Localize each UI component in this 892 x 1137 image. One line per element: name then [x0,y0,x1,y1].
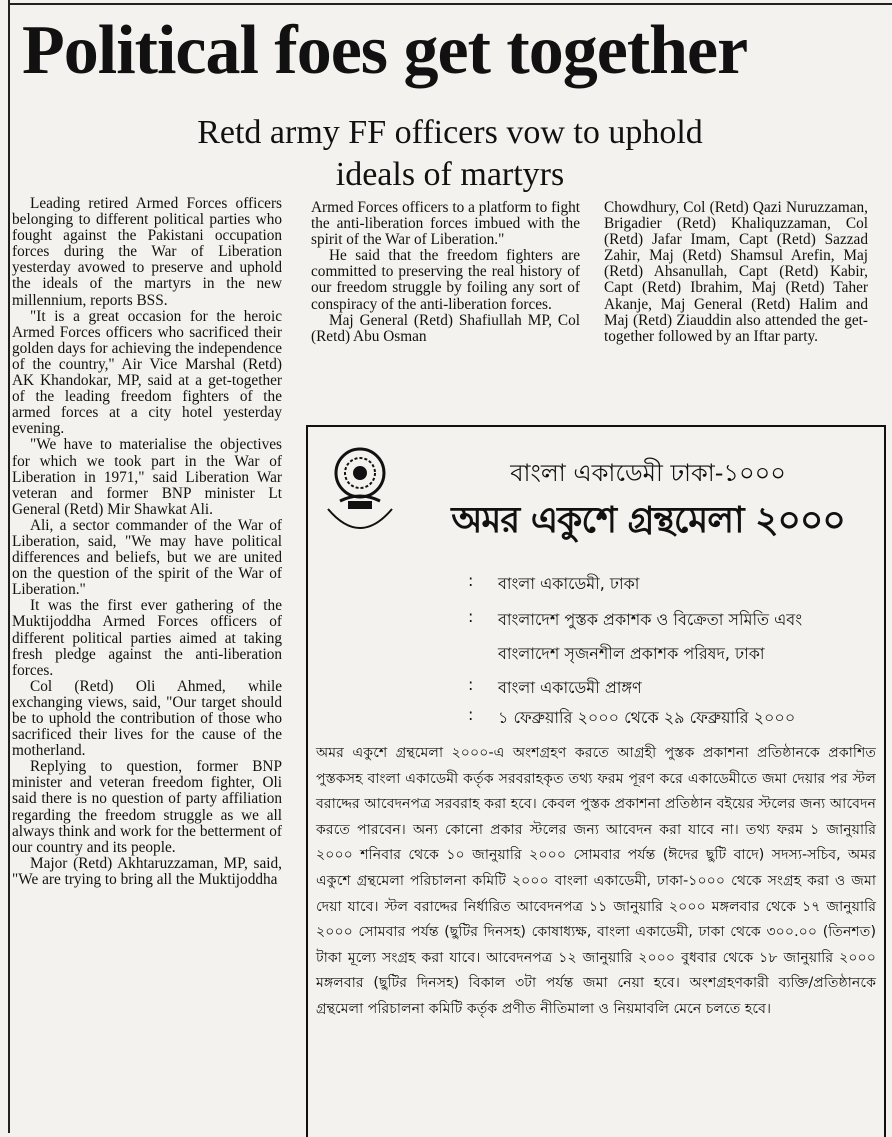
subhead-line-2: ideals of martyrs [335,156,565,193]
info-value: বাংলাদেশ পুস্তক প্রকাশক ও বিক্রেতা সমিতি এবং [498,610,803,629]
ad-organizer-line: বাংলা একাডেমী ঢাকা-১০০০ [510,459,786,487]
article-column-2 [311,200,580,345]
paragraph: Leading retired Armed Forces officers belonging to different political parties who fought against the Pakistani occupation forces during the War of Liberation yesterday avowed to preserve and uphold the ideals of the martyrs in the new millennium, reports BSS. [12,196,282,309]
paragraph: "It is a great occasion for the heroic Armed Forces officers who sacrificed their golden days for achieving the independence of the country," Air Vice Marshal (Retd) AK Khandokar, MP, said at a get-together of the leading freedom fighters of the armed forces at a city hotel yesterday evening. [12,307,282,438]
paragraph: Chowdhury, Col (Retd) Qazi Nuruzzaman, Brigadier (Retd) Khaliquzzaman, Col (Retd) Jafar Imam, Capt (Retd) Sazzad Zahir, Maj (Retd) Shamsul Arefin, Maj (Retd) Ahsanullah, Capt (Retd) Kabir, Capt (Retd) Ibrahim, Maj (Retd) Taher Akanje, Maj General (Retd) Halim and Maj (Retd) Ziauddin also attended the get-together followed by an Iftar party. [604,199,868,345]
ad-event-title: অমর একুশে গ্রন্থমেলা ২০০০ [451,500,845,541]
ad-body-text: অমর একুশে গ্রন্থমেলা ২০০০-এ অংশগ্রহণ করতে আগ্রহী পুস্তক প্রকাশনা প্রতিষ্ঠানকে প্রকাশিত পুস্তকসহ বাংলা একাডেমী কর্তৃক সরবরাহকৃত তথ্য ফরম পূরণ করে একাডেমীতে জমা দেয়ার পর স্টল বরাদ্দের আবেদনপত্র সরবরাহ করা হবে। কেবল পুস্তক প্রকাশনা প্রতিষ্ঠান বইয়ের স্টলের জন্য আবেদন করতে পারবেন। অন্য কোনো প্রকার স্টলের জন্য আবেদন করা যাবে না। তথ্য ফরম ১ জানুয়ারি ২০০০ শনিবার থেকে ১০ জানুয়ারি ২০০০ সোমবার পর্যন্ত (ঈদের ছুটি বাদে) সদস্য-সচিব, অমর একুশে গ্রন্থমেলা পরিচালনা কমিটি ২০০০ বাংলা একাডেমী, ঢাকা-১০০০ থেকে সংগ্রহ করা ও জমা দেয়া যাবে। স্টল বরাদ্দের নির্ধারিত আবেদনপত্র ১১ জানুয়ারি ২০০০ মঙ্গলবার থেকে ১৭ জানুয়ারি ২০০০ সোমবার পর্যন্ত (ছুটির দিনসহ) কোষাধ্যক্ষ, বাংলা একাডেমী, ঢাকা থেকে ৩০০.০০ (তিনশত) টাকা মূল্যে সংগ্রহ করা যাবে। আবেদনপত্র ১২ জানুয়ারি ২০০০ বুধবার থেকে ১৮ জানুয়ারি ২০০০ মঙ্গলবার (ছুটির দিনসহ) বিকাল ৩টা পর্যন্ত জমা নেয়া হবে। অংশগ্রহণকারী ব্যক্তি/প্রতিষ্ঠানকে গ্রন্থমেলা পরিচালনা কমিটি কর্তৃক প্রণীত নীতিমালা ও নিয়মাবলি মেনে চলতে হবে। [316,745,876,1017]
paragraph: It was the first ever gathering of the Muktijoddha Armed Forces officers of different political parties aimed at taking fresh pledge against the anti-liberation forces. [12,597,282,679]
paragraph: "We have to materialise the objectives for which we took part in the War of Liberation in 1971," said Liberation War veteran and former BNP minister Lt General (Retd) Mir Shawkat Ali. [12,436,282,518]
paragraph: Maj General (Retd) Shafiullah MP, Col (Retd) Abu Osman [311,311,580,345]
left-column-rule [8,0,10,1133]
paragraph: Replying to question, former BNP minister and veteran freedom fighter, Oli said there is no question of party affiliation regarding the freedom struggle as we all always think and work for the betterment of our country and its people. [12,758,282,856]
article-column-3 [604,200,868,345]
article-column-1 [12,196,282,1128]
info-colon: : [468,607,474,626]
top-rule [8,3,892,5]
info-colon: : [468,675,474,694]
subhead-line-1: Retd army FF officers vow to uphold [197,114,703,151]
info-value: ১ ফেব্রুয়ারি ২০০০ থেকে ২৯ ফেব্রুয়ারি ২০০০ [498,708,796,727]
paragraph: Armed Forces officers to a platform to fight the anti-liberation forces imbued with the spirit of the War of Liberation." [311,199,580,249]
paragraph: Col (Retd) Oli Ahmed, while exchanging views, said, "Our target should be to uphold the contribution of those who sacrificed their lives for the cause of the motherland. [12,677,282,760]
paragraph: Ali, a sector commander of the War of Liberation, said, "We may have political differences and beliefs, but we are united on the question of the spirit of the War of Liberation." [12,516,282,599]
info-value: বাংলাদেশ সৃজনশীল প্রকাশক পরিষদ, ঢাকা [498,644,765,663]
info-value: বাংলা একাডেমী প্রাঙ্গণ [498,678,642,697]
bangla-academy-seal-icon [322,443,398,543]
info-colon: : [468,705,474,724]
paragraph: Major (Retd) Akhtaruzzaman, MP, said, "We are trying to bring all the Muktijoddha [12,854,282,888]
info-colon: : [468,571,474,590]
headline: Political foes get together [22,12,748,89]
paragraph: He said that the freedom fighters are committed to preserving the real history of our freedom struggle by foiling any sort of conspiracy of the anti-liberation forces. [311,247,580,313]
book-fair-advertisement [306,425,886,1137]
subheadline [100,112,800,196]
info-value: বাংলা একাডেমী, ঢাকা [498,574,640,593]
